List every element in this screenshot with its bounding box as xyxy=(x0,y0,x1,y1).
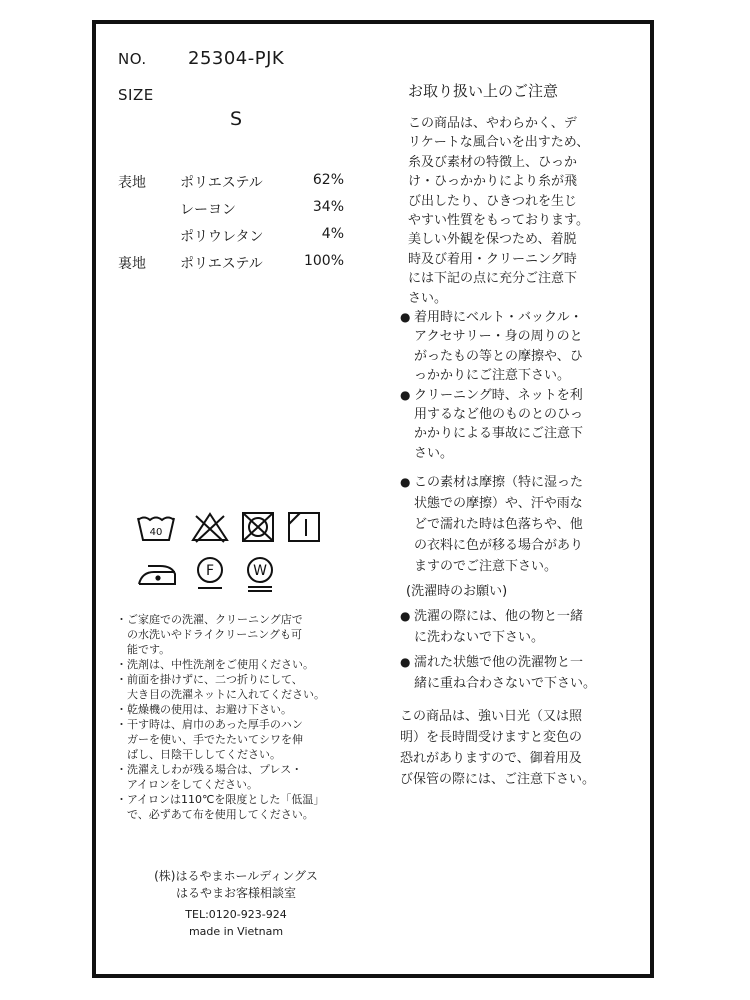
bullet-dot: ● xyxy=(400,609,411,623)
bullet-line: ますのでご注意下さい。 xyxy=(414,559,558,574)
caution-intro-line: び出したり、ひきつれを生じ xyxy=(408,193,578,209)
care-note-line: で、必ずあて布を使用してください。 xyxy=(116,808,314,821)
bullet-dot: ● xyxy=(400,310,411,324)
bullet-line: の衣料に色が移る場合があり xyxy=(414,538,584,553)
sunlight-caution xyxy=(400,706,595,790)
caution-intro-line: 美しい外観を保つため、着脱 xyxy=(408,232,577,248)
composition-material: ポリウレタン xyxy=(180,229,264,245)
bullet-line: に洗わないで下さい。 xyxy=(414,630,545,645)
sunlight-line: この商品は、強い日光（又は照 xyxy=(400,709,583,724)
care-note-line: ・洗濯えしわが残る場合は、プレス・ xyxy=(116,763,303,776)
bullet-item xyxy=(400,386,583,464)
bullet-line: がったもの等との摩擦や、ひ xyxy=(414,348,583,364)
bullet-line: かかりによる事故にご注意下 xyxy=(414,426,584,442)
sunlight-line: 恐れがありますので、御着用及 xyxy=(400,751,582,766)
bullet-item xyxy=(400,308,583,386)
care-note-line: ・ご家庭での洗濯、クリーニング店で xyxy=(116,613,303,626)
caution-intro xyxy=(408,114,589,308)
composition-row xyxy=(118,226,344,253)
dry-clean-f-icon xyxy=(190,554,230,592)
bullet-line: さい。 xyxy=(414,445,454,461)
size-label: SIZE xyxy=(118,86,154,104)
composition-row xyxy=(118,199,344,226)
bullet-dot: ● xyxy=(400,387,411,402)
composition-percent: 100% xyxy=(303,253,344,269)
care-note-line: アイロンをしてください。 xyxy=(116,778,259,791)
composition-part xyxy=(118,199,180,226)
svg-text:F: F xyxy=(205,563,215,579)
composition-percent: 62% xyxy=(312,172,344,188)
caution-intro-line: には下記の点に充分ご注意下 xyxy=(408,271,578,287)
svg-text:W: W xyxy=(253,563,267,579)
material-caution xyxy=(400,472,596,694)
company-info xyxy=(116,868,356,940)
bullet-line: 着用時にベルト・バックル・ xyxy=(414,310,583,325)
care-note-line: の水洗いやドライクリーニングも可 xyxy=(116,628,303,641)
caution-intro-line: 糸及び素材の特徴上、ひっか xyxy=(408,154,578,170)
caution-intro-line: やすい性質をもっております。 xyxy=(408,213,589,229)
company-dept: はるやまお客様相談室 xyxy=(175,886,296,900)
caution-title: お取り扱い上のご注意 xyxy=(408,82,559,100)
line-dry-shade-icon xyxy=(286,510,322,544)
sunlight-line: 明）を長時間受けますと変色の xyxy=(400,730,583,745)
caution-intro-line: リケートな風合いを出すため、 xyxy=(408,135,590,151)
bullet-line: 洗濯の際には、他の物と一緒 xyxy=(414,609,584,624)
composition-table xyxy=(118,172,344,280)
composition-part xyxy=(118,226,180,253)
composition-percent: 34% xyxy=(312,199,344,215)
bullet-line: どで濡れた時は色落ちや、他 xyxy=(414,517,583,532)
care-notes xyxy=(116,612,325,822)
bullet-item xyxy=(400,472,596,577)
number-label: NO. xyxy=(118,50,147,68)
sunlight-line: び保管の際には、ご注意下さい。 xyxy=(400,772,596,787)
bullet-line: アクセサリー・身の周りのと xyxy=(414,329,583,345)
care-note-line: 能です。 xyxy=(116,643,171,656)
composition-material: ポリエステル xyxy=(180,256,263,272)
composition-row xyxy=(118,172,344,199)
care-note-line: ・干す時は、肩巾のあった厚手のハン xyxy=(116,718,303,731)
care-note-line: ガーを使い、手でたたいてシワを伸 xyxy=(116,733,303,746)
country-of-origin: made in Vietnam xyxy=(188,925,284,938)
caution-intro-line: さい。 xyxy=(408,290,448,306)
number-value: 25304-PJK xyxy=(188,48,285,69)
size-value: S xyxy=(230,108,244,130)
composition-row xyxy=(118,253,344,280)
bullet-line: 用するなど他のものとのひっ xyxy=(414,407,584,423)
no-tumble-dry-icon xyxy=(240,510,276,544)
bullet-line: っかかりにご注意下さい。 xyxy=(414,368,571,384)
bullet-line: この素材は摩擦（特に湿った xyxy=(414,475,584,490)
bullet-dot: ● xyxy=(400,475,411,489)
care-note-line: ・洗剤は、中性洗剤をご使用ください。 xyxy=(116,658,314,671)
composition-part: 裏地 xyxy=(118,256,146,272)
caution-intro-line: け・ひっかかりにより糸が飛 xyxy=(408,174,578,190)
company-tel: TEL:0120-923-924 xyxy=(185,908,287,921)
bullet-line: クリーニング時、ネットを利 xyxy=(414,387,583,403)
company-name: (株)はるやまホールディングス xyxy=(154,869,318,883)
care-note-line: ばし、日陰干ししてください。 xyxy=(116,748,281,761)
bullet-line: 緒に重ね合わさないで下さい。 xyxy=(414,676,597,691)
bullet-line: 状態での摩擦）や、汗や雨な xyxy=(414,496,583,511)
no-bleach-icon xyxy=(190,510,230,544)
wash-tub-40-icon xyxy=(136,512,176,544)
wash-request-title: (洗濯時のお願い) xyxy=(406,584,508,599)
caution-intro-line: 時及び着用・クリーニング時 xyxy=(408,251,577,267)
care-note-line: ・アイロンは110℃を限度とした「低温」 xyxy=(116,793,325,806)
bullet-line: 濡れた状態で他の洗濯物と一 xyxy=(414,655,584,670)
care-label xyxy=(92,20,654,978)
caution-intro-line: この商品は、やわらかく、デ xyxy=(408,116,577,131)
bullet-item xyxy=(400,606,596,648)
bullet-dot: ● xyxy=(400,655,411,669)
care-note-line: ・前面を掛けずに、二つ折りにして、 xyxy=(116,673,303,686)
composition-material: ポリエステル xyxy=(180,175,263,191)
iron-low-icon xyxy=(136,560,178,590)
composition-material: レーヨン xyxy=(180,202,236,218)
wet-clean-w-icon xyxy=(240,554,280,594)
composition-percent: 4% xyxy=(321,226,344,242)
care-note-line: 大き目の洗濯ネットに入れてください。 xyxy=(116,688,325,701)
caution-bullets xyxy=(400,308,583,463)
care-note-line: ・乾燥機の使用は、お避け下さい。 xyxy=(116,703,292,716)
bullet-item xyxy=(400,652,596,694)
svg-text:40: 40 xyxy=(149,527,163,538)
composition-part: 表地 xyxy=(118,175,146,191)
